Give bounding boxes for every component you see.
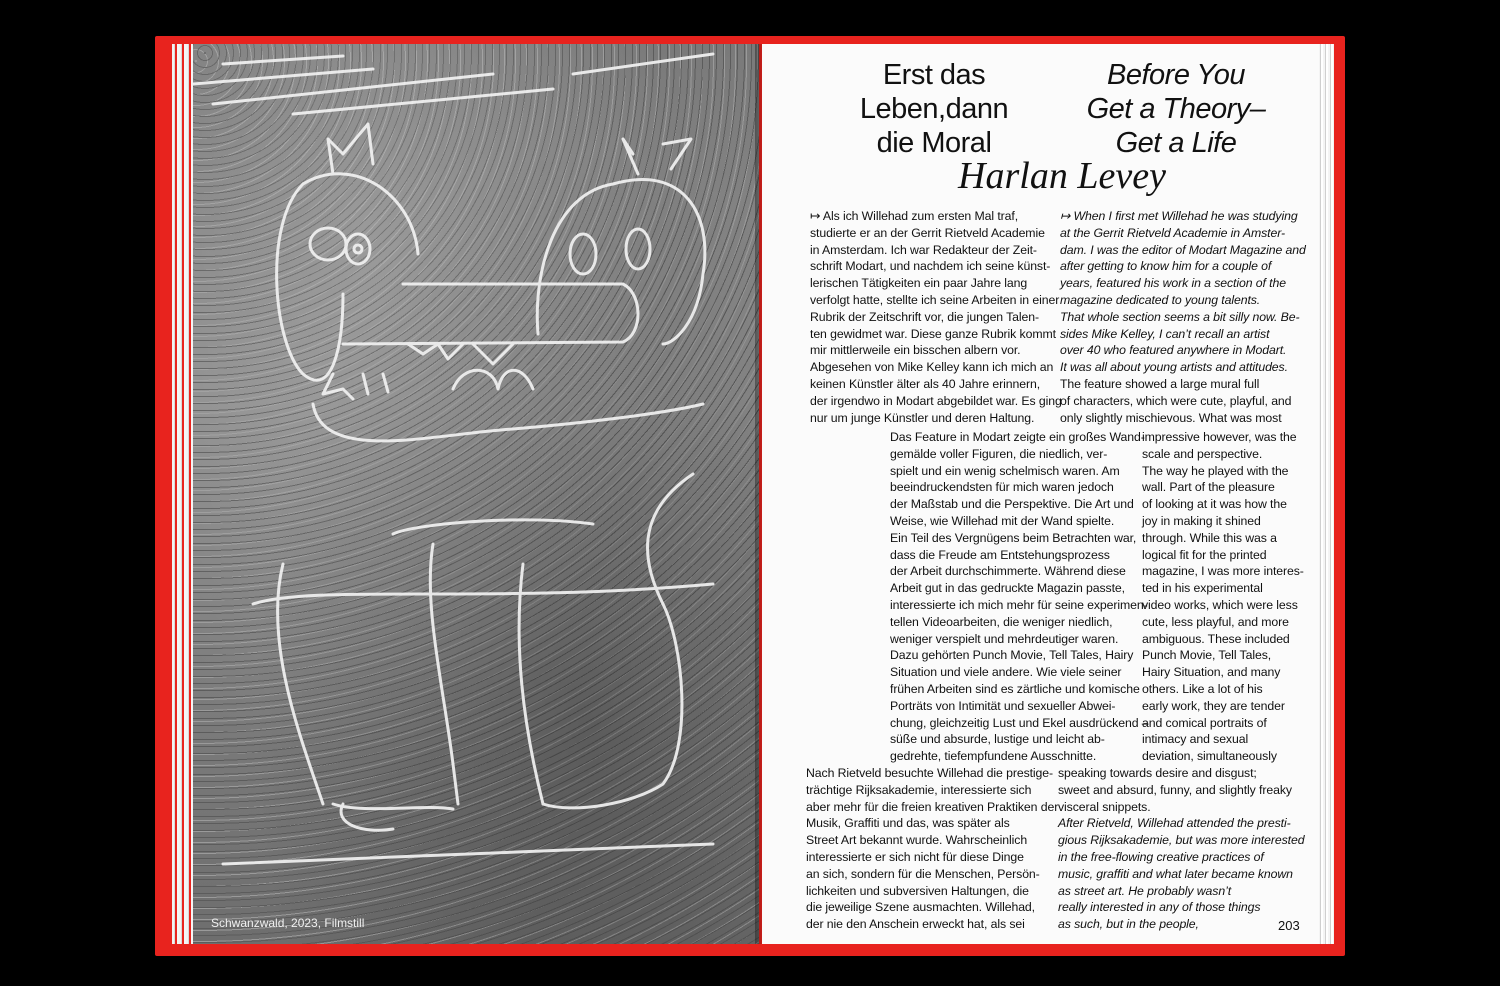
text-line: sweet and absurd, funny, and slightly freaky bbox=[1058, 782, 1292, 797]
text-line: verfolgt hatte, stellte ich seine Arbeiten in einer bbox=[810, 292, 1060, 307]
text-line: wall. Part of the pleasure bbox=[1142, 480, 1275, 495]
page-edges-left bbox=[172, 44, 194, 944]
text-line: chung, gleichzeitig Lust und Ekel ausdrückend – bbox=[890, 715, 1149, 730]
text-line: The way he played with the bbox=[1142, 463, 1289, 478]
text-line: die jeweilige Szene ausmachten. Willehad, bbox=[806, 900, 1035, 915]
text-line: aber mehr für die freien kreativen Praktiken der bbox=[806, 799, 1059, 814]
text-line: ten gewidmet war. Diese ganze Rubrik kommt bbox=[810, 326, 1056, 341]
text-line: speaking towards desire and disgust; bbox=[1058, 766, 1257, 780]
text-line: Arbeit gut in das gedruckte Magazin passte, bbox=[890, 581, 1125, 596]
text-line: magazine dedicated to young talents. bbox=[1060, 292, 1261, 307]
title-german-line: Leben,dann bbox=[859, 93, 1009, 125]
page-edges-right bbox=[1318, 44, 1334, 944]
text-line: cute, less playful, and more bbox=[1142, 614, 1289, 629]
text-line: visceral snippets. bbox=[1058, 799, 1151, 814]
chalk-drawing-illustration bbox=[193, 44, 759, 944]
title-german-line: Erst das bbox=[882, 59, 986, 91]
title-english-line: Get a Life bbox=[1115, 127, 1237, 159]
text-line: video works, which were less bbox=[1142, 597, 1298, 612]
text-line: Punch Movie, Tell Tales, bbox=[1142, 648, 1272, 663]
text-line: Nach Rietveld besuchte Willehad die prestige- bbox=[806, 766, 1054, 780]
text-line: That whole section seems a bit silly now. Be- bbox=[1060, 309, 1300, 324]
title-english bbox=[1062, 58, 1290, 160]
text-line: at the Gerrit Rietveld Academie in Amster- bbox=[1060, 225, 1285, 240]
text-line: Abgesehen von Mike Kelley kann ich mich an bbox=[810, 360, 1054, 375]
photo-caption: Schwanzwald, 2023, Filmstill bbox=[211, 916, 365, 930]
text-line: deviation, simultaneously bbox=[1142, 749, 1277, 764]
text-line: sides Mike Kelley, I can’t recall an artist bbox=[1060, 326, 1270, 341]
text-line: Hairy Situation, and many bbox=[1142, 665, 1281, 680]
text-line: der irgendwo in Modart abgebildet war. Es ging bbox=[810, 393, 1062, 408]
text-line: süße und absurde, lustige und leicht ab- bbox=[890, 732, 1105, 747]
text-line: der nie den Anschein erweckt hat, als sei bbox=[806, 917, 1025, 932]
text-line: ↦ Als ich Willehad zum ersten Mal traf, bbox=[810, 209, 1019, 223]
title-german bbox=[810, 58, 1058, 160]
text-line: Weise, wie Willehad mit der Wand spielte. bbox=[890, 513, 1115, 528]
text-line: Musik, Graffiti und das, was später als bbox=[806, 816, 1010, 831]
text-line: ↦ When I first met Willehad he was studying bbox=[1060, 209, 1298, 223]
left-page-photo bbox=[193, 44, 759, 944]
text-line: interessierte er sich nicht für diese Dinge bbox=[806, 849, 1024, 864]
text-line: Dazu gehörten Punch Movie, Tell Tales, Hairy bbox=[890, 648, 1134, 663]
text-line: weniger verspielt und mehrdeutiger waren. bbox=[890, 631, 1119, 646]
text-column-german-bottom bbox=[806, 765, 1058, 933]
text-line: scale and perspective. bbox=[1142, 446, 1263, 461]
text-line: of looking at it was how the bbox=[1142, 497, 1287, 512]
text-line: in the free-flowing creative practices of bbox=[1058, 849, 1264, 864]
text-line: of characters, which were cute, playful, and bbox=[1060, 393, 1292, 408]
text-line: interessierte ich mich mehr für seine experimen- bbox=[890, 597, 1148, 612]
text-line: der Arbeit durchschimmerte. Während diese bbox=[890, 564, 1126, 579]
text-line: dass die Freude am Entstehungsprozess bbox=[890, 547, 1110, 562]
text-column-english-intro bbox=[1060, 208, 1306, 426]
text-line: and comical portraits of bbox=[1142, 715, 1267, 730]
text-line: impressive however, was the bbox=[1142, 430, 1297, 444]
text-line: as such, but in the people, bbox=[1058, 917, 1199, 932]
text-column-german-middle bbox=[890, 429, 1149, 765]
text-line: gemälde voller Figuren, die niedlich, ver- bbox=[890, 446, 1108, 461]
text-column-english-bottom bbox=[1058, 765, 1304, 933]
title-german-line: die Moral bbox=[876, 127, 992, 159]
text-line: an sich, sondern für die Menschen, Persön- bbox=[806, 866, 1040, 881]
text-line: others. Like a lot of his bbox=[1142, 681, 1263, 696]
text-line: magazine, I was more interes- bbox=[1142, 564, 1304, 579]
text-line: ted in his experimental bbox=[1142, 581, 1263, 596]
text-line: as street art. He probably wasn’t bbox=[1058, 883, 1232, 898]
text-line: years, featured his work in a section of the bbox=[1060, 276, 1286, 291]
text-line: Situation und viele andere. Wie viele seiner bbox=[890, 665, 1122, 680]
right-page bbox=[762, 44, 1319, 944]
title-english-line: Get a Theory– bbox=[1086, 93, 1266, 125]
author-name: Harlan Levey bbox=[958, 155, 1166, 197]
text-line: lerischen Tätigkeiten ein paar Jahre lang bbox=[810, 276, 1028, 291]
text-line: gious Rijksakademie, but was more interested bbox=[1058, 833, 1305, 848]
text-line: gedrehte, tiefempfundene Ausschnitte. bbox=[890, 749, 1097, 764]
text-line: logical fit for the printed bbox=[1142, 547, 1267, 562]
text-column-english-middle bbox=[1142, 429, 1304, 765]
text-line: over 40 who featured anywhere in Modart. bbox=[1060, 343, 1287, 358]
text-line: after getting to know him for a couple of bbox=[1060, 259, 1272, 274]
text-line: keinen Künstler älter als 40 Jahre erinnern, bbox=[810, 376, 1041, 391]
text-line: Street Art bekannt wurde. Wahrscheinlich bbox=[806, 833, 1028, 848]
text-line: lichkeiten und subversiven Haltungen, die bbox=[806, 883, 1029, 898]
text-line: really interested in any of those things bbox=[1058, 900, 1261, 915]
text-line: music, graffiti and what later became known bbox=[1058, 866, 1293, 881]
text-line: Ein Teil des Vergnügens beim Betrachten war, bbox=[890, 530, 1137, 545]
text-line: early work, they are tender bbox=[1142, 698, 1285, 713]
title-english-line: Before You bbox=[1107, 59, 1245, 91]
text-line: schrift Modart, und nachdem ich seine künst- bbox=[810, 259, 1051, 274]
text-column-german-intro bbox=[810, 208, 1062, 426]
text-line: dam. I was the editor of Modart Magazine and bbox=[1060, 242, 1306, 257]
text-line: After Rietveld, Willehad attended the presti- bbox=[1058, 816, 1291, 831]
text-line: in Amsterdam. Ich war Redakteur der Zeit- bbox=[810, 242, 1037, 257]
text-line: Das Feature in Modart zeigte ein großes Wand- bbox=[890, 430, 1145, 444]
text-line: trächtige Rijksakademie, interessierte sich bbox=[806, 782, 1032, 797]
text-line: spielt und ein wenig schelmisch waren. Am bbox=[890, 463, 1120, 478]
page-number: 203 bbox=[1278, 918, 1300, 933]
text-line: The feature showed a large mural full bbox=[1060, 376, 1260, 391]
text-line: mir mittlerweile ein bisschen albern vor. bbox=[810, 343, 1021, 358]
text-line: frühen Arbeiten sind es zärtliche und komische bbox=[890, 681, 1140, 696]
text-line: studierte er an der Gerrit Rietveld Academie bbox=[810, 225, 1045, 240]
text-line: joy in making it shined bbox=[1142, 513, 1261, 528]
text-line: Porträts von Intimität und sexueller Abwei- bbox=[890, 698, 1116, 713]
text-line: beeindruckendsten für mich waren jedoch bbox=[890, 480, 1114, 495]
text-line: intimacy and sexual bbox=[1142, 732, 1249, 747]
text-line: It was all about young artists and attitudes. bbox=[1060, 360, 1288, 375]
text-line: ambiguous. These included bbox=[1142, 631, 1290, 646]
text-line: Rubrik der Zeitschrift vor, die jungen Talen- bbox=[810, 309, 1040, 324]
text-line: nur um junge Künstler und deren Haltung. bbox=[810, 410, 1035, 425]
text-line: through. While this was a bbox=[1142, 530, 1277, 545]
text-line: tellen Videoarbeiten, die weniger niedlich, bbox=[890, 614, 1113, 629]
text-line: only slightly mischievous. What was most bbox=[1060, 410, 1282, 425]
text-line: der Maßstab und die Perspektive. Die Art und bbox=[890, 497, 1134, 512]
